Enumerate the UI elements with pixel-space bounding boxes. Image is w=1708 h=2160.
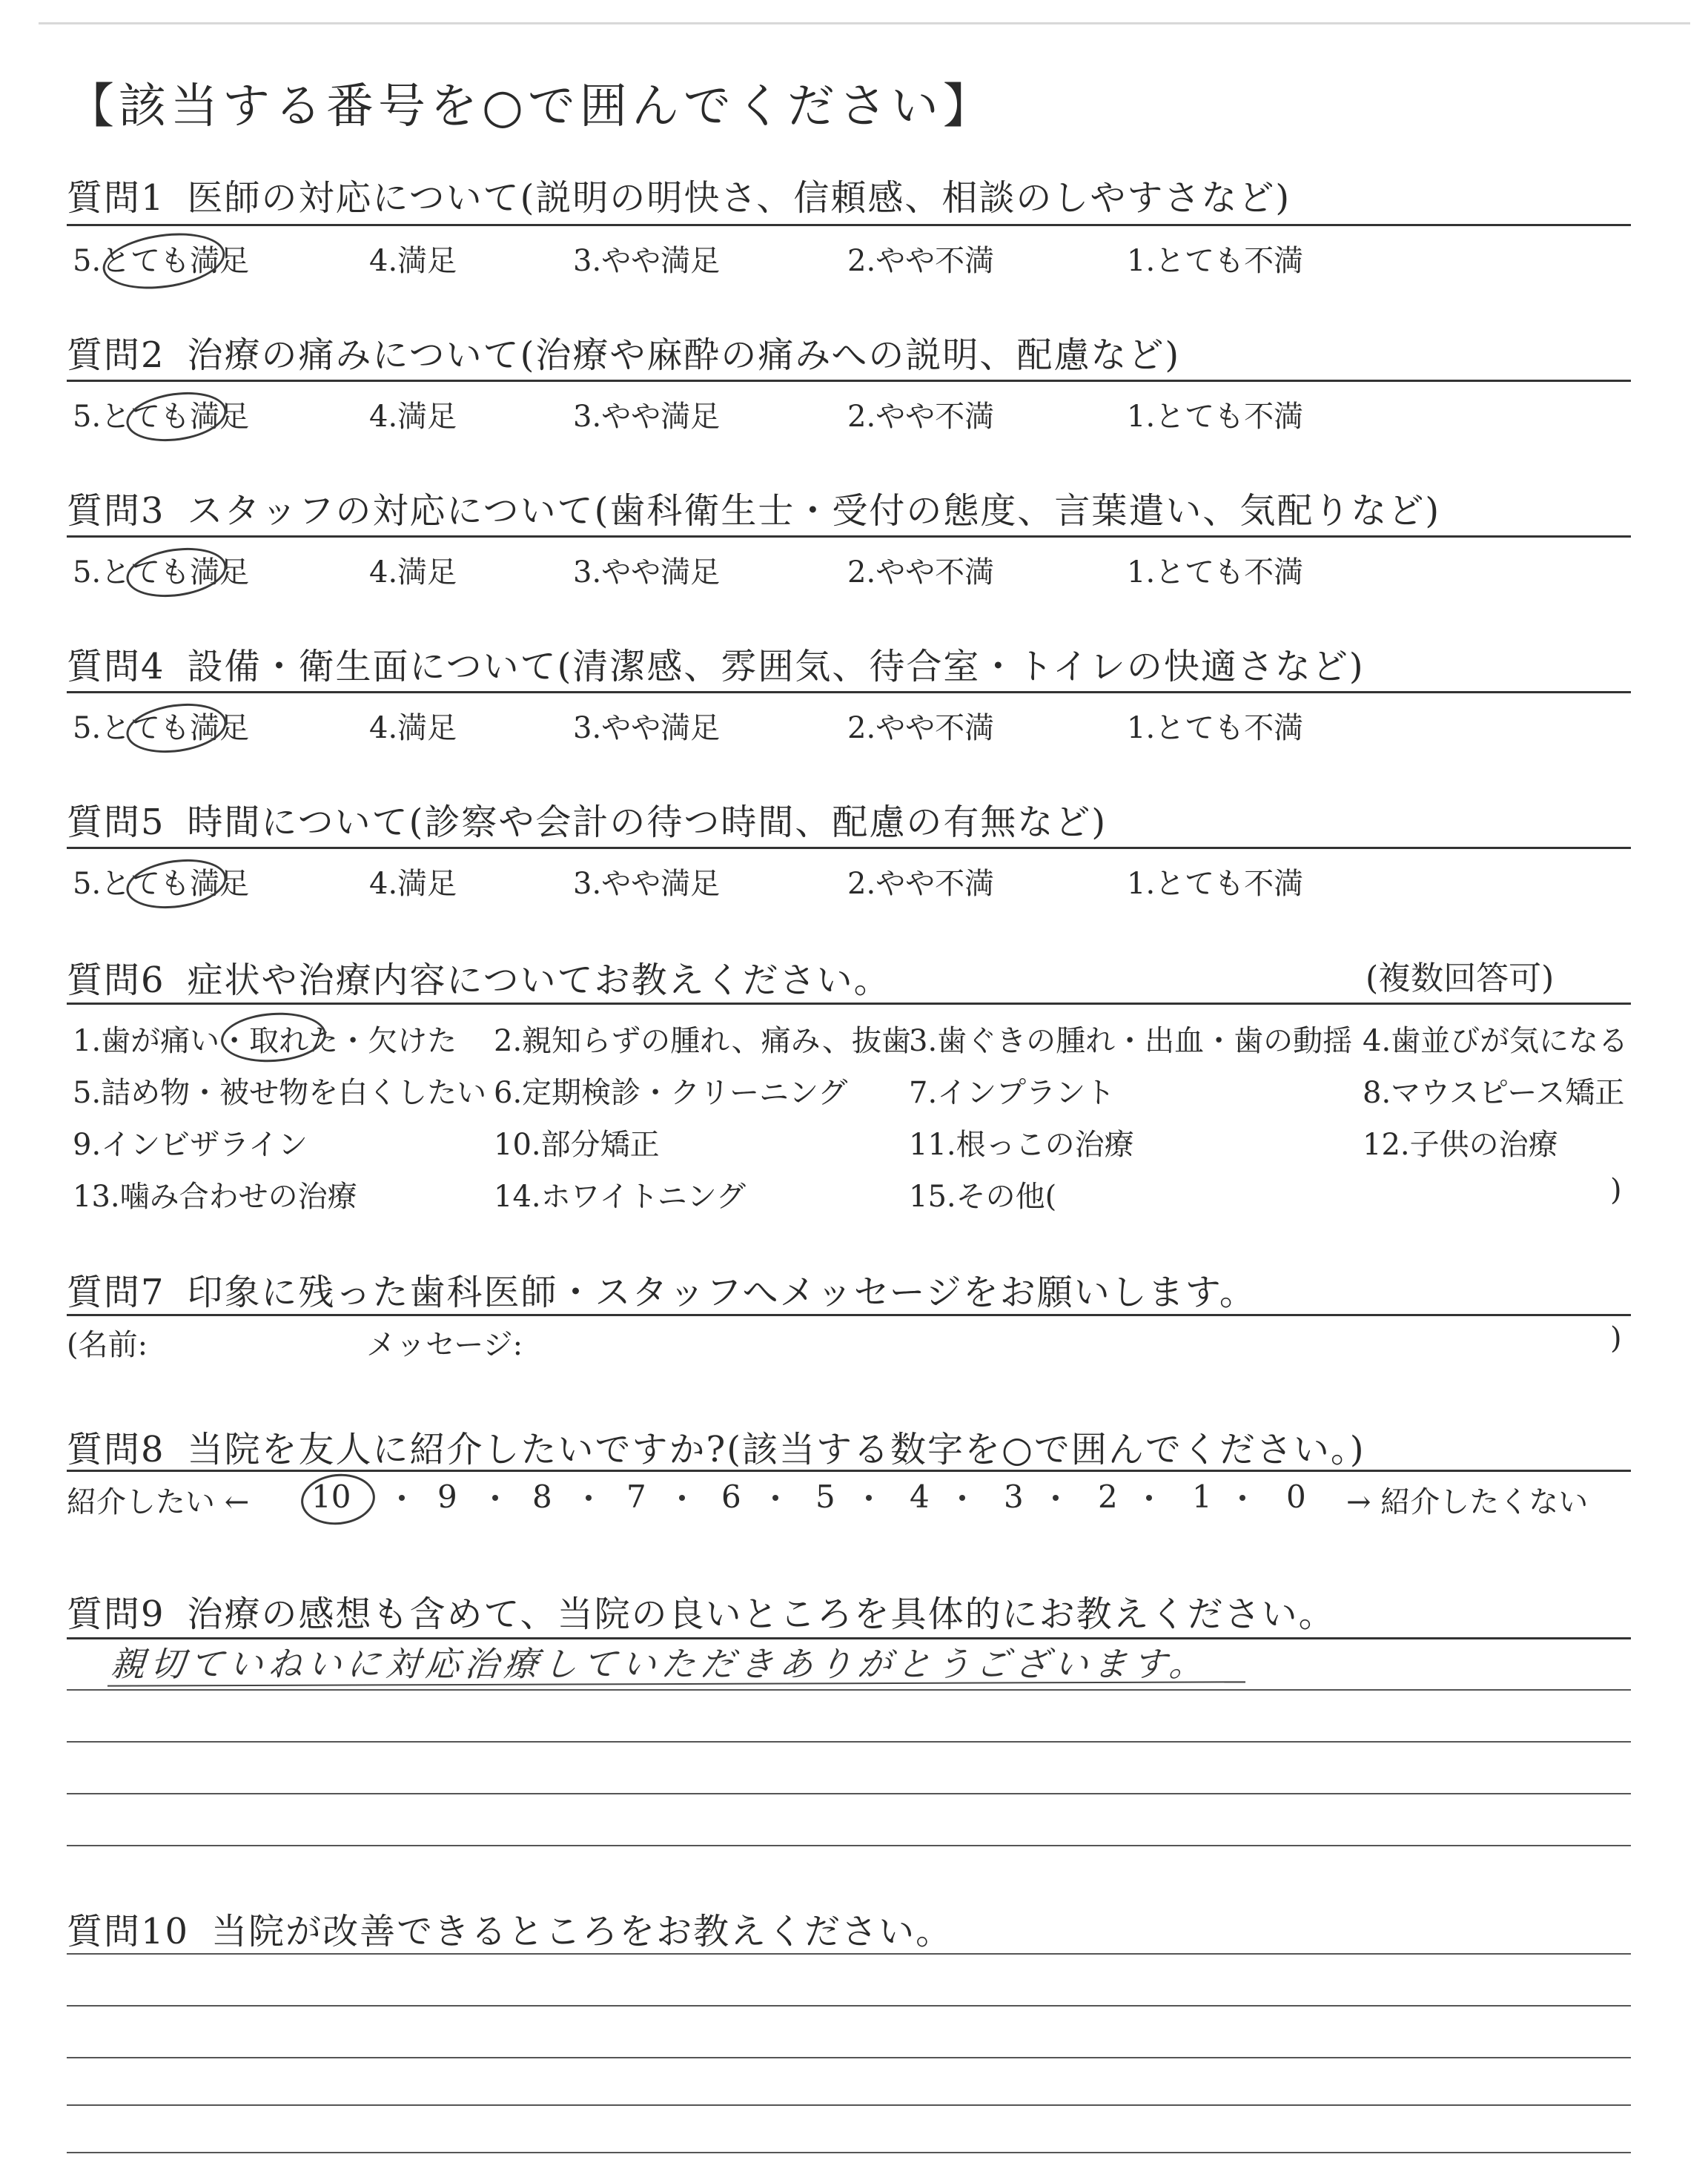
answer-line — [67, 1689, 1631, 1691]
question-number: 質問2 — [67, 334, 165, 376]
question-number: 質問4 — [67, 646, 165, 687]
question-number: 質問1 — [67, 177, 165, 219]
score-option-8[interactable]: 8 — [532, 1479, 552, 1515]
symptom-option-15[interactable]: 15.その他( — [909, 1180, 1057, 1214]
message-label: メッセージ: — [366, 1328, 523, 1362]
name-label: (名前: — [67, 1328, 148, 1362]
question-text: 時間について(診察や会計の待つ時間、配慮の有無など) — [187, 802, 1108, 843]
symptom-option-1[interactable]: 1.歯が痛い・取れた・欠けた — [73, 1024, 457, 1058]
rating-option-1[interactable]: 1.とても不満 — [1127, 244, 1304, 278]
score-option-2[interactable]: 2 — [1098, 1479, 1118, 1515]
rating-option-3[interactable]: 3.やや満足 — [573, 711, 721, 745]
multiple-answer-note: (複数回答可) — [1366, 960, 1555, 997]
rating-option-3[interactable]: 3.やや満足 — [573, 400, 721, 434]
question-number: 質問5 — [67, 802, 165, 843]
rating-option-5[interactable]: 5.とても満足 — [73, 244, 250, 278]
question-8 — [67, 1421, 1366, 1472]
score-option-1[interactable]: 1 — [1192, 1479, 1212, 1515]
score-option-4[interactable]: 4 — [910, 1479, 930, 1515]
scale-separator — [1239, 1495, 1245, 1501]
question-text: 当院が改善できるところをお教えください。 — [211, 1911, 953, 1952]
question-2 — [67, 326, 1180, 377]
question-text: スタッフの対応について(歯科衛生士・受付の態度、言葉遣い、気配りなど) — [187, 490, 1441, 532]
rating-option-3[interactable]: 3.やや満足 — [573, 244, 721, 278]
answer-line — [67, 1793, 1631, 1794]
score-option-10[interactable]: 10 — [311, 1479, 351, 1515]
question-text: 治療の感想も含めて、当院の良いところを具体的にお教えください。 — [187, 1593, 1336, 1635]
rating-option-1[interactable]: 1.とても不満 — [1127, 400, 1304, 434]
answer-line — [67, 2057, 1631, 2058]
symptom-option-8[interactable]: 8.マウスピース矯正 — [1363, 1076, 1625, 1110]
symptom-option-14[interactable]: 14.ホワイトニング — [494, 1180, 747, 1214]
rating-option-4[interactable]: 4.満足 — [369, 555, 457, 589]
scale-separator — [959, 1495, 965, 1501]
answer-line — [67, 2005, 1631, 2007]
question-4 — [67, 638, 1365, 689]
question-rule — [67, 691, 1631, 693]
answer-line — [67, 2104, 1631, 2106]
scale-separator — [772, 1495, 778, 1501]
scale-separator — [1053, 1495, 1059, 1501]
question-text: 症状や治療内容についてお教えください。 — [187, 960, 891, 1001]
rating-option-3[interactable]: 3.やや満足 — [573, 555, 721, 589]
question-text: 治療の痛みについて(治療や麻酔の痛みへの説明、配慮など) — [187, 334, 1181, 376]
rating-option-1[interactable]: 1.とても不満 — [1127, 867, 1304, 901]
question-1 — [67, 169, 1291, 220]
rating-option-1[interactable]: 1.とても不満 — [1127, 711, 1304, 745]
recommend-left-label: 紹介したい ← — [67, 1485, 250, 1519]
top-border — [39, 22, 1690, 24]
symptom-option-7[interactable]: 7.インプラント — [909, 1076, 1116, 1110]
answer-line — [67, 2152, 1631, 2153]
rating-option-4[interactable]: 4.満足 — [369, 711, 457, 745]
symptom-option-9[interactable]: 9.インビザライン — [73, 1128, 308, 1162]
score-option-6[interactable]: 6 — [721, 1479, 741, 1515]
rating-option-4[interactable]: 4.満足 — [369, 244, 457, 278]
scale-separator — [399, 1495, 405, 1501]
score-option-3[interactable]: 3 — [1004, 1479, 1024, 1515]
message-close-paren: ) — [1610, 1321, 1622, 1355]
question-6 — [67, 951, 891, 1003]
symptom-option-4[interactable]: 4.歯並びが気になる — [1363, 1024, 1629, 1058]
question-3 — [67, 482, 1440, 533]
symptom-option-6[interactable]: 6.定期検診・クリーニング — [494, 1076, 848, 1110]
question-number: 質問8 — [67, 1429, 165, 1470]
rating-option-3[interactable]: 3.やや満足 — [573, 867, 721, 901]
symptom-option-5[interactable]: 5.詰め物・被せ物を白くしたい — [73, 1076, 487, 1110]
form-title: 【該当する番号を○で囲んでください】 — [67, 79, 995, 134]
score-option-9[interactable]: 9 — [437, 1479, 457, 1515]
question-rule — [67, 535, 1631, 538]
question-rule — [67, 224, 1631, 226]
scale-separator — [1146, 1495, 1152, 1501]
question-rule — [67, 847, 1631, 849]
rating-option-2[interactable]: 2.やや不満 — [847, 711, 995, 745]
question-text: 当院を友人に紹介したいですか?(該当する数字を○で囲んでください。) — [187, 1429, 1366, 1470]
answer-line — [67, 1953, 1631, 1955]
rating-option-4[interactable]: 4.満足 — [369, 400, 457, 434]
question-number: 質問7 — [67, 1272, 165, 1313]
question-number: 質問3 — [67, 490, 165, 532]
other-close-paren: ) — [1610, 1173, 1622, 1207]
symptom-option-11[interactable]: 11.根っこの治療 — [909, 1128, 1134, 1162]
symptom-option-10[interactable]: 10.部分矯正 — [494, 1128, 660, 1162]
rating-option-2[interactable]: 2.やや不満 — [847, 867, 995, 901]
question-10 — [67, 1903, 953, 1954]
question-7 — [67, 1264, 1257, 1315]
question-text: 印象に残った歯科医師・スタッフへメッセージをお願いします。 — [187, 1272, 1257, 1313]
rating-option-5[interactable]: 5.とても満足 — [73, 400, 250, 434]
symptom-option-13[interactable]: 13.噛み合わせの治療 — [73, 1180, 357, 1214]
score-option-5[interactable]: 5 — [815, 1479, 835, 1515]
symptom-option-3[interactable]: 3.歯ぐきの腫れ・出血・歯の動揺 — [909, 1024, 1353, 1058]
question-rule — [67, 1003, 1631, 1005]
symptom-option-2[interactable]: 2.親知らずの腫れ、痛み、抜歯 — [494, 1024, 911, 1058]
score-option-0[interactable]: 0 — [1286, 1479, 1306, 1515]
rating-option-5[interactable]: 5.とても満足 — [73, 711, 250, 745]
rating-option-5[interactable]: 5.とても満足 — [73, 555, 250, 589]
question-text: 設備・衛生面について(清潔感、雰囲気、待合室・トイレの快適さなど) — [187, 646, 1365, 687]
handwritten-answer: 親切ていねいに対応治療していただきありがとうございます。 — [109, 1644, 1211, 1684]
question-number: 質問10 — [67, 1911, 190, 1952]
rating-option-2[interactable]: 2.やや不満 — [847, 400, 995, 434]
scale-separator — [492, 1495, 498, 1501]
question-number: 質問9 — [67, 1593, 165, 1635]
symptom-option-12[interactable]: 12.子供の治療 — [1363, 1128, 1558, 1162]
question-5 — [67, 793, 1107, 845]
answer-line — [67, 1845, 1631, 1846]
score-option-7[interactable]: 7 — [626, 1479, 646, 1515]
question-rule — [67, 1314, 1631, 1316]
question-9 — [67, 1585, 1336, 1636]
recommend-right-label: → 紹介したくない — [1346, 1485, 1589, 1519]
rating-option-5[interactable]: 5.とても満足 — [73, 867, 250, 901]
scale-separator — [586, 1495, 592, 1501]
rating-option-4[interactable]: 4.満足 — [369, 867, 457, 901]
question-rule — [67, 380, 1631, 382]
question-number: 質問6 — [67, 960, 165, 1001]
rating-option-2[interactable]: 2.やや不満 — [847, 244, 995, 278]
scale-separator — [866, 1495, 872, 1501]
rating-option-2[interactable]: 2.やや不満 — [847, 555, 995, 589]
answer-line — [67, 1741, 1631, 1743]
scale-separator — [679, 1495, 685, 1501]
question-text: 医師の対応について(説明の明快さ、信頼感、相談のしやすさなど) — [187, 177, 1291, 219]
rating-option-1[interactable]: 1.とても不満 — [1127, 555, 1304, 589]
question-rule — [67, 1470, 1631, 1472]
